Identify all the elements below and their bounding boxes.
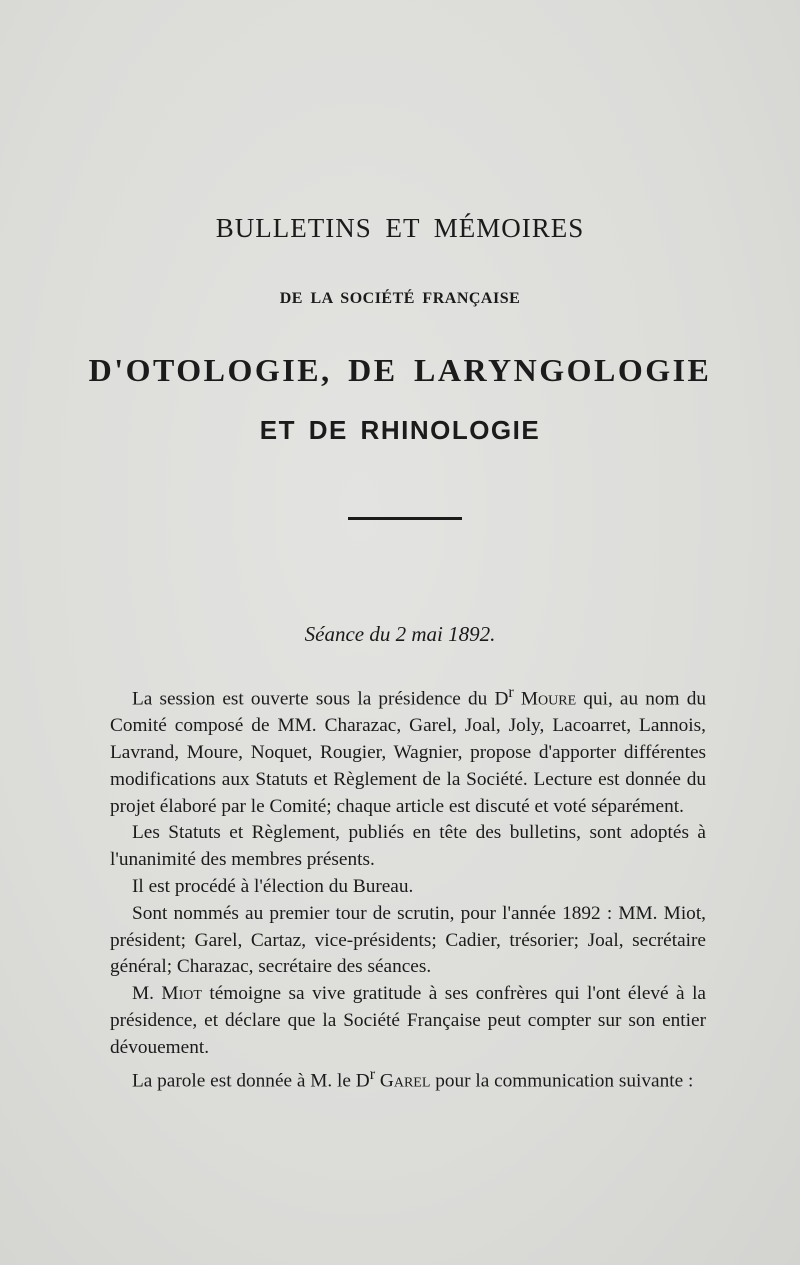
journal-discipline-title: D'OTOLOGIE, DE LARYNGOLOGIE	[88, 352, 712, 388]
paragraph-gratitude-text-a: M.	[132, 983, 162, 1005]
paragraph-statutes: Les Statuts et Règlement, publiés en tête des bulletins, sont adoptés à l'unanimité des membres présents.	[110, 822, 706, 871]
paragraph-gratitude	[110, 981, 706, 1061]
paragraph-opening-text-b: qui, au nom du Comité composé de MM. Charazac, Garel, Joal, Joly, Lacoarret, Lannois, Lavrand, Moure, Noquet, Rougier, Wagnier, propose d'apporter différentes modifications aux Statuts et Règlement de la Société. Lecture est donnée du projet élaboré par le Comité; chaque article est discuté et voté séparément.	[110, 688, 706, 817]
paragraph-opening	[110, 680, 706, 820]
paragraph-election: Il est procédé à l'élection du Bureau.	[132, 876, 414, 897]
person-name: Miot	[161, 983, 202, 1005]
paragraph-communication-text-b: pour la communication suivante :	[430, 1070, 694, 1091]
paragraph-communication	[110, 1062, 706, 1095]
journal-subtitle: DE LA SOCIÉTÉ FRANÇAISE	[279, 290, 521, 307]
body-text	[110, 680, 706, 1095]
paragraph-gratitude-text-b: témoigne sa vive gratitude à ses confrères qui l'ont élevé à la présidence, et déclare que la Société Française peut compter sur son entier dévouement.	[110, 983, 706, 1058]
title-divider	[348, 517, 462, 520]
journal-title: BULLETINS ET MÉMOIRES	[215, 213, 585, 243]
superscript: r	[508, 684, 514, 701]
superscript: r	[369, 1065, 376, 1083]
person-name: Moure	[520, 688, 577, 710]
person-name: Garel	[379, 1070, 431, 1091]
journal-discipline-subtitle: ET DE RHINOLOGIE	[259, 415, 541, 445]
paragraph-bureau: Sont nommés au premier tour de scrutin, pour l'année 1892 : MM. Miot, président; Garel, Cartaz, vice-présidents; Cadier, trésorier; Joal, secrétaire général; Charazac, secrétaire des séances.	[110, 902, 706, 978]
paragraph-opening-text-a: La session est ouverte sous la présidence du D	[132, 688, 509, 710]
paragraph-communication-text-a: La parole est donnée à M. le D	[132, 1070, 370, 1091]
session-heading: Séance du 2 mai 1892.	[304, 622, 496, 646]
